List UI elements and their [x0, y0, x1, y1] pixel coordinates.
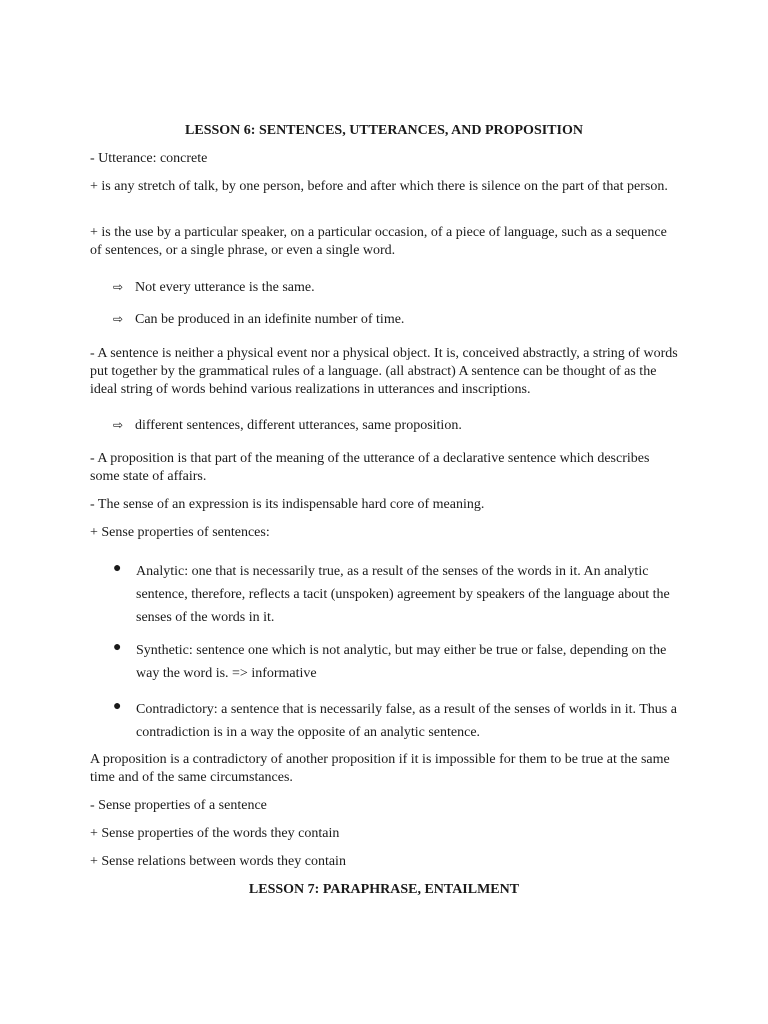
- arrow-item-text: Not every utterance is the same.: [135, 280, 315, 295]
- utterance-point-2: + is the use by a particular speaker, on a particular occasion, of a piece of language, such as a sequence of sentences, or a single phrase, or even a single word.: [90, 225, 667, 258]
- sense-relations-between-words: + Sense relations between words they contain: [90, 854, 346, 869]
- sense-properties-of-words: + Sense properties of the words they contain: [90, 826, 340, 841]
- bullet-icon: ●: [113, 699, 122, 714]
- lesson-7-title: LESSON 7: PARAPHRASE, ENTAILMENT: [248, 882, 520, 897]
- proposition-definition: - A proposition is that part of the meaning of the utterance of a declarative sentence which describes some state of affairs.: [90, 451, 650, 484]
- arrow-icon: ⇨: [113, 312, 124, 326]
- arrow-item-1: [113, 278, 673, 297]
- arrow-item-3: [113, 416, 673, 435]
- utterance-definition: - Utterance: concrete: [90, 151, 208, 166]
- sense-properties-of-sentence: - Sense properties of a sentence: [90, 798, 267, 813]
- arrow-item-2: [113, 310, 673, 329]
- bullet-icon: ●: [113, 640, 122, 655]
- arrow-icon: ⇨: [113, 418, 124, 432]
- sense-properties-heading: + Sense properties of sentences:: [90, 525, 270, 540]
- lesson-6-title: LESSON 6: SENTENCES, UTTERANCES, AND PROPOSITION: [185, 123, 583, 138]
- bullet-text: Contradictory: a sentence that is necessarily false, as a result of the senses of worlds in it. Thus a contradiction is in a way the opposite of an analytic sentence.: [136, 702, 677, 740]
- bullet-text: Analytic: one that is necessarily true, as a result of the senses of the words in it. An analytic sentence, therefore, reflects a tacit (unspoken) agreement by speakers of the language about the senses of the words in it.: [136, 564, 670, 625]
- sense-definition: - The sense of an expression is its indispensable hard core of meaning.: [90, 497, 485, 512]
- arrow-icon: ⇨: [113, 280, 124, 294]
- utterance-point-1: + is any stretch of talk, by one person, before and after which there is silence on the part of that person.: [90, 179, 668, 194]
- bullet-text: Synthetic: sentence one which is not analytic, but may either be true or false, depending on the way the word is. => informative: [136, 643, 667, 681]
- contradictory-proposition: A proposition is a contradictory of another proposition if it is impossible for them to be true at the same time and of the same circumstances.: [90, 752, 670, 785]
- arrow-item-text: Can be produced in an idefinite number of time.: [135, 312, 405, 327]
- bullet-icon: ●: [113, 561, 122, 576]
- sentence-definition: - A sentence is neither a physical event nor a physical object. It is, conceived abstractly, a string of words put together by the grammatical rules of a language. (all abstract) A sentence can be thought of as the ideal string of words behind various realizations in utterances and inscriptions.: [90, 346, 678, 397]
- arrow-item-text: different sentences, different utterances, same proposition.: [135, 418, 462, 433]
